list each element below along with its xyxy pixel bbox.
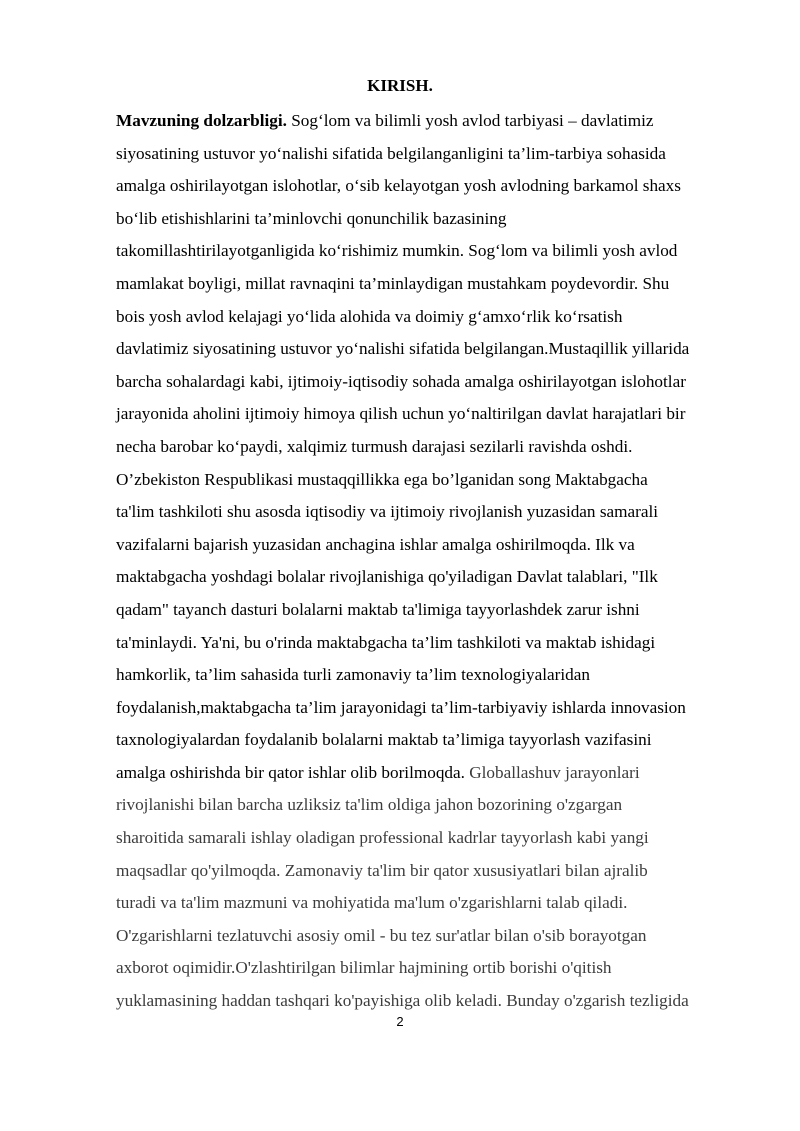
text-line: bois yosh avlod kelajagi yo‘lida alohida va doimiy g‘amxo‘rlik ko‘rsatish (116, 306, 623, 326)
text-line: maqsadlar qo'yilmoqda. Zamonaviy ta'lim bir qator xususiyatlari bilan ajralib (116, 860, 648, 880)
text-line: ta'lim tashkiloti shu asosda iqtisodiy va ijtimoiy rivojlanish yuzasidan samarali (116, 502, 659, 522)
text-line: davlatimiz siyosatining ustuvor yo‘nalishi sifatida belgilangan.Mustaqillik yillarida (116, 339, 690, 359)
text-span: amalga oshirishda bir qator ishlar olib borilmoqda. (116, 762, 465, 782)
text-line: takomillashtirilayotganligida ko‘rishimiz mumkin. Sog‘lom va bilimli yosh avlod (116, 241, 678, 261)
text-line: taxnologiyalardan foydalanib bolalarni maktab ta’limiga tayyorlash vazifasini (116, 730, 652, 750)
text-line: necha barobar ko‘paydi, xalqimiz turmush darajasi sezilarli ravishda oshdi. (116, 436, 633, 456)
page-number: 2 (396, 1014, 404, 1029)
text-line: turadi va ta'lim mazmuni va mohiyatida ma'lum o'zgarishlarni talab qiladi. (116, 893, 628, 913)
text-line: mamlakat boyligi, millat ravnaqini ta’minlaydigan mustahkam poydevordir. Shu (116, 273, 670, 293)
text-line (116, 760, 741, 793)
text-line: maktabgacha yoshdagi bolalar rivojlanishiga qo'yiladigan Davlat talablari, "Ilk (116, 567, 658, 587)
text-line: O'zgarishlarni tezlatuvchi asosiy omil - bu tez sur'atlar bilan o'sib borayotgan (116, 925, 647, 945)
text-line: jarayonida aholini ijtimoiy himoya qilish uchun yo‘naltirilgan davlat harajatlari bir (116, 404, 686, 424)
text-line: hamkorlik, ta’lim sahasida turli zamonaviy ta’lim texnologiyalaridan (116, 665, 590, 685)
document-body (116, 108, 741, 1021)
text-line: rivojlanishi bilan barcha uzliksiz ta'lim oldiga jahon bozorining o'zgargan (116, 795, 623, 815)
text-line: barcha sohalardagi kabi, ijtimoiy-iqtisodiy sohada amalga oshirilayotgan islohotlar (116, 371, 686, 391)
text-line: vazifalarni bajarish yuzasidan anchagina ishlar amalga oshirilmoqda. Ilk va (116, 534, 635, 554)
text-line: sharoitida samarali ishlay oladigan professional kadrlar tayyorlash kabi yangi (116, 828, 649, 848)
text-line (116, 108, 741, 141)
text-span: Sog‘lom va bilimli yosh avlod tarbiyasi – davlatimiz (286, 111, 654, 130)
text-line: bo‘lib etishishlarini ta’minlovchi qonunchilik bazasining (116, 208, 507, 228)
section-heading: Mavzuning dolzarbligi. (116, 111, 287, 130)
text-line: foydalanish,maktabgacha ta’lim jarayonidagi ta’lim-tarbiyaviy ishlarda innovasion (116, 697, 686, 717)
text-line: amalga oshirilayotgan islohotlar, o‘sib kelayotgan yosh avlodning barkamol shaxs (116, 176, 681, 196)
text-line: siyosatining ustuvor yo‘nalishi sifatida belgilanganligini ta’lim-tarbiya sohasida (116, 143, 666, 163)
text-line: ta'minlaydi. Ya'ni, bu o'rinda maktabgacha ta’lim tashkiloti va maktab ishidagi (116, 632, 656, 652)
text-line: O’zbekiston Respublikasi mustaqqillikka ega bo’lganidan song Maktabgacha (116, 469, 648, 489)
page-title: KIRISH. (367, 76, 433, 95)
text-line: axborot oqimidir.O'zlashtirilgan bilimlar hajmining ortib borishi o'qitish (116, 958, 612, 978)
text-line: yuklamasining haddan tashqari ko'payishiga olib keladi. Bunday o'zgarish tezligida (116, 991, 689, 1011)
text-span-gray: Globallashuv jarayonlari (464, 762, 640, 782)
text-line: qadam" tayanch dasturi bolalarni maktab ta'limiga tayyorlashdek zarur ishni (116, 599, 640, 619)
